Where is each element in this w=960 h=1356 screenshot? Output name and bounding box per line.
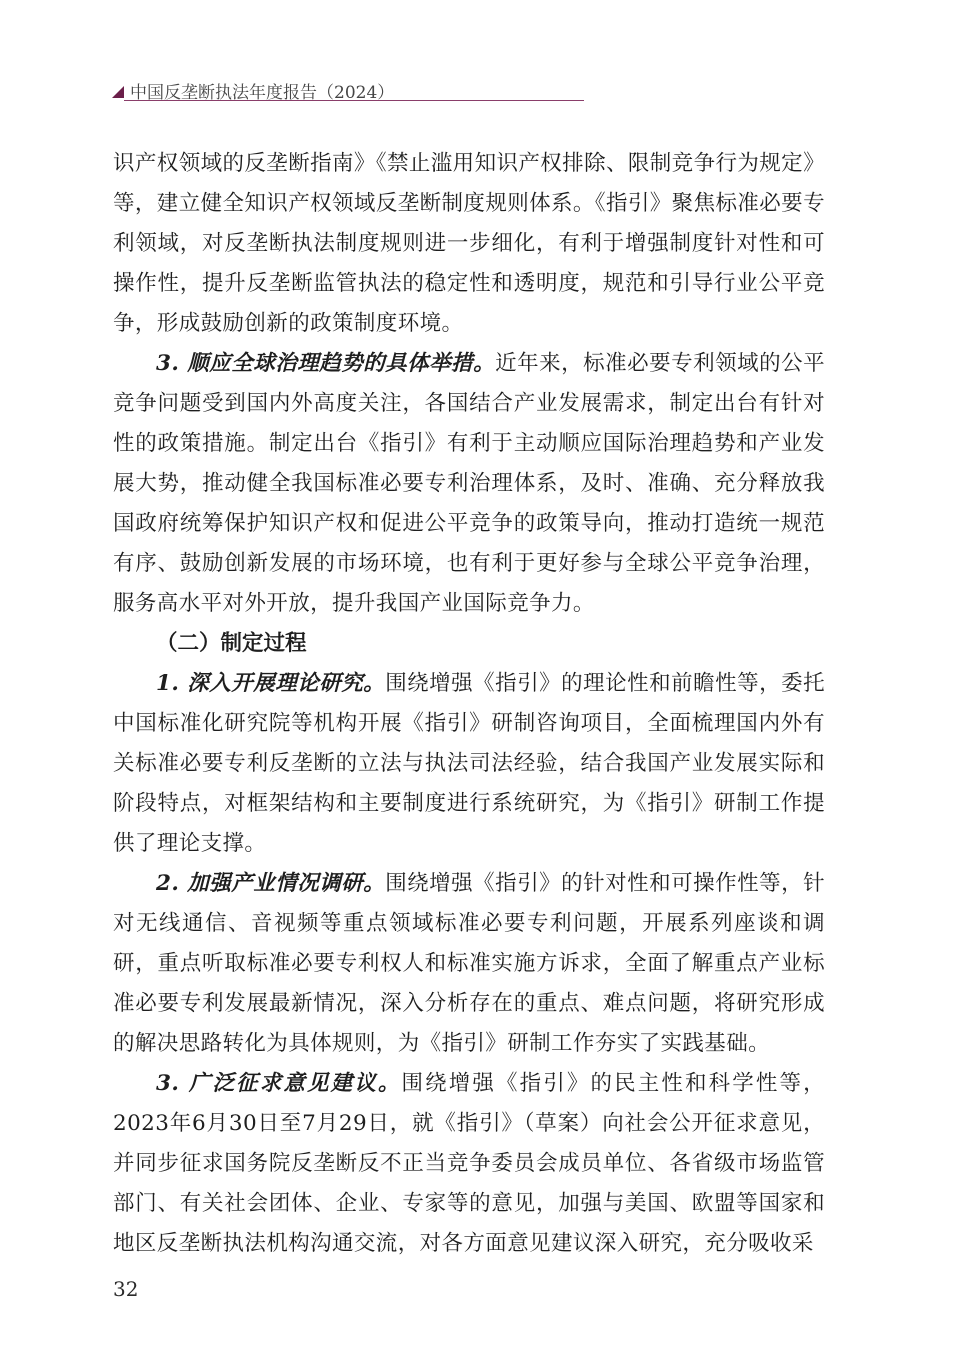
body-text xyxy=(113,144,825,1264)
paragraph-continuation xyxy=(113,144,825,344)
header-triangle-icon xyxy=(112,86,124,98)
paragraph-text: 近年来，标准必要专利领域的公平竞争问题受到国内外高度关注，各国结合产业发展需求，制定出台有针对性的政策措施。制定出台《指引》有利于主动顺应国际治理趋势和产业发展大势，推动健全我国标准必要专利治理体系，及时、准确、充分释放我国政府统筹保护知识产权和促进公平竞争的政策导向，推动打造统一规范有序、鼓励创新发展的市场环境，也有利于更好参与全球公平竞争治理，服务高水平对外开放，提升我国产业国际竞争力。 xyxy=(113,351,825,616)
paragraph-text: 围绕增强《指引》的针对性和可操作性等，针对无线通信、音视频等重点领域标准必要专利问题，开展系列座谈和调研，重点听取标准必要专利权人和标准实施方诉求，全面了解重点产业标准必要专利发展最新情况，深入分析存在的重点、难点问题，将研究形成的解决思路转化为具体规则，为《指引》研制工作夯实了实践基础。 xyxy=(113,871,825,1056)
paragraph-industry-survey xyxy=(113,864,825,1064)
paragraph-global-governance xyxy=(113,344,825,624)
paragraph-text: 围绕增强《指引》的理论性和前瞻性等，委托中国标准化研究院等机构开展《指引》研制咨询项目，全面梳理国内外有关标准必要专利反垄断的立法与执法司法经验，结合我国产业发展实际和阶段特点，对框架结构和主要制度进行系统研究，为《指引》研制工作提供了理论支撑。 xyxy=(113,671,825,856)
paragraph-public-consultation xyxy=(113,1064,825,1264)
header-divider xyxy=(124,100,584,101)
page-number: 32 xyxy=(113,1277,139,1301)
paragraph-theory-research xyxy=(113,664,825,864)
paragraph-text: 围绕增强《指引》的民主性和科学性等，2023年6月30日至7月29日，就《指引》（草案）向社会公开征求意见，并同步征求国务院反垄断反不正当竞争委员会成员单位、各省级市场监管部门、有关社会团体、企业、专家等的意见，加强与美国、欧盟等国家和地区反垄断执法机构沟通交流，对各方面意见建议深入研究，充分吸收采 xyxy=(113,1071,826,1256)
paragraph-lead: 1. 深入开展理论研究。 xyxy=(156,671,386,696)
paragraph-lead: 3. 广泛征求意见建议。 xyxy=(156,1071,402,1096)
running-header-title: 中国反垄断执法年度报告（2024） xyxy=(130,83,395,103)
paragraph-text: 识产权领域的反垄断指南》《禁止滥用知识产权排除、限制竞争行为规定》等，建立健全知识产权领域反垄断制度规则体系。《指引》聚焦标准必要专利领域，对反垄断执法制度规则进一步细化，有利于增强制度针对性和可操作性，提升反垄断监管执法的稳定性和透明度，规范和引导行业公平竞争，形成鼓励创新的政策制度环境。 xyxy=(113,151,825,336)
paragraph-lead: 3. 顺应全球治理趋势的具体举措。 xyxy=(156,351,496,376)
page-header xyxy=(112,76,584,104)
paragraph-lead: 2. 加强产业情况调研。 xyxy=(156,871,386,896)
section-heading: （二）制定过程 xyxy=(156,631,307,656)
